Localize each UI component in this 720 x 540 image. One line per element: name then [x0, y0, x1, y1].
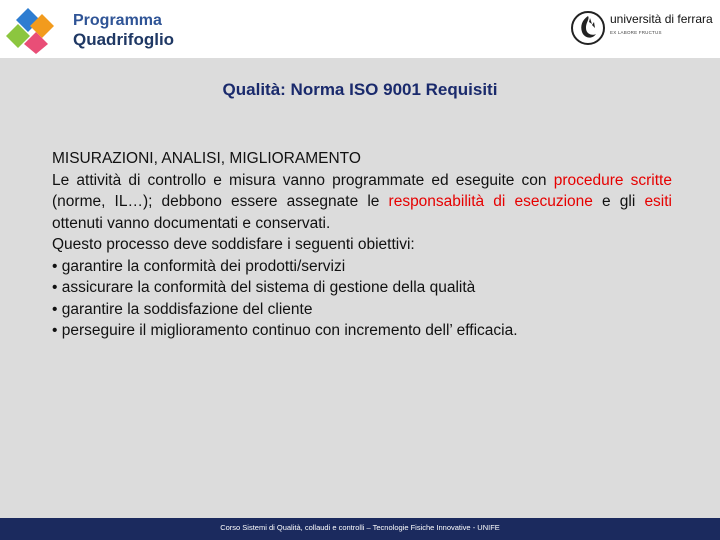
bullet-item: • perseguire il miglioramento continuo con incremento dell’ efficacia. [52, 322, 518, 339]
logo-line-2: Quadrifoglio [73, 30, 175, 49]
bullet-item: • garantire la soddisfazione del cliente [52, 300, 313, 318]
bullet-item: • garantire la conformità dei prodotti/servizi [52, 257, 346, 275]
p1-text-a: Le attività di controllo e misura vanno programmate ed eseguite con [52, 171, 554, 189]
university-name: università di ferrara [610, 12, 713, 26]
university-tagline: EX LABORE FRUCTUS [610, 30, 662, 35]
p1-text-g: ottenuti vanno documentati e conservati. [52, 214, 331, 232]
footer [0, 518, 720, 540]
university-emblem-icon [570, 10, 606, 46]
footer-text: Corso Sistemi di Qualità, collaudi e controlli – Tecnologie Fisiche Innovative - UNIFE [220, 523, 500, 532]
bullet-item: • assicurare la conformità del sistema di gestione della qualità [52, 279, 476, 296]
p1-highlight-responsibility: responsabilità di esecuzione [388, 193, 593, 210]
section-heading: MISURAZIONI, ANALISI, MIGLIORAMENTO [52, 150, 361, 167]
paragraph-2: Questo processo deve soddisfare i seguenti obiettivi: [52, 236, 415, 253]
p1-highlight-procedures: procedure scritte [553, 171, 672, 189]
universita-ferrara-logo [570, 10, 716, 50]
slide-title: Qualità: Norma ISO 9001 Requisiti [222, 80, 498, 99]
programma-quadrifoglio-logo [6, 4, 186, 54]
quadrifoglio-leaf-icon [6, 4, 66, 54]
logo-line-1: Programma [73, 12, 162, 29]
header [0, 0, 720, 59]
slide-content [0, 58, 720, 518]
p1-text-c: (norme, IL…); debbono essere assegnate le [52, 193, 389, 210]
p1-text-e: e gli [592, 193, 645, 210]
p1-highlight-outcomes: esiti [644, 193, 673, 210]
paragraph-1 [52, 170, 672, 235]
slide-body [52, 148, 672, 342]
